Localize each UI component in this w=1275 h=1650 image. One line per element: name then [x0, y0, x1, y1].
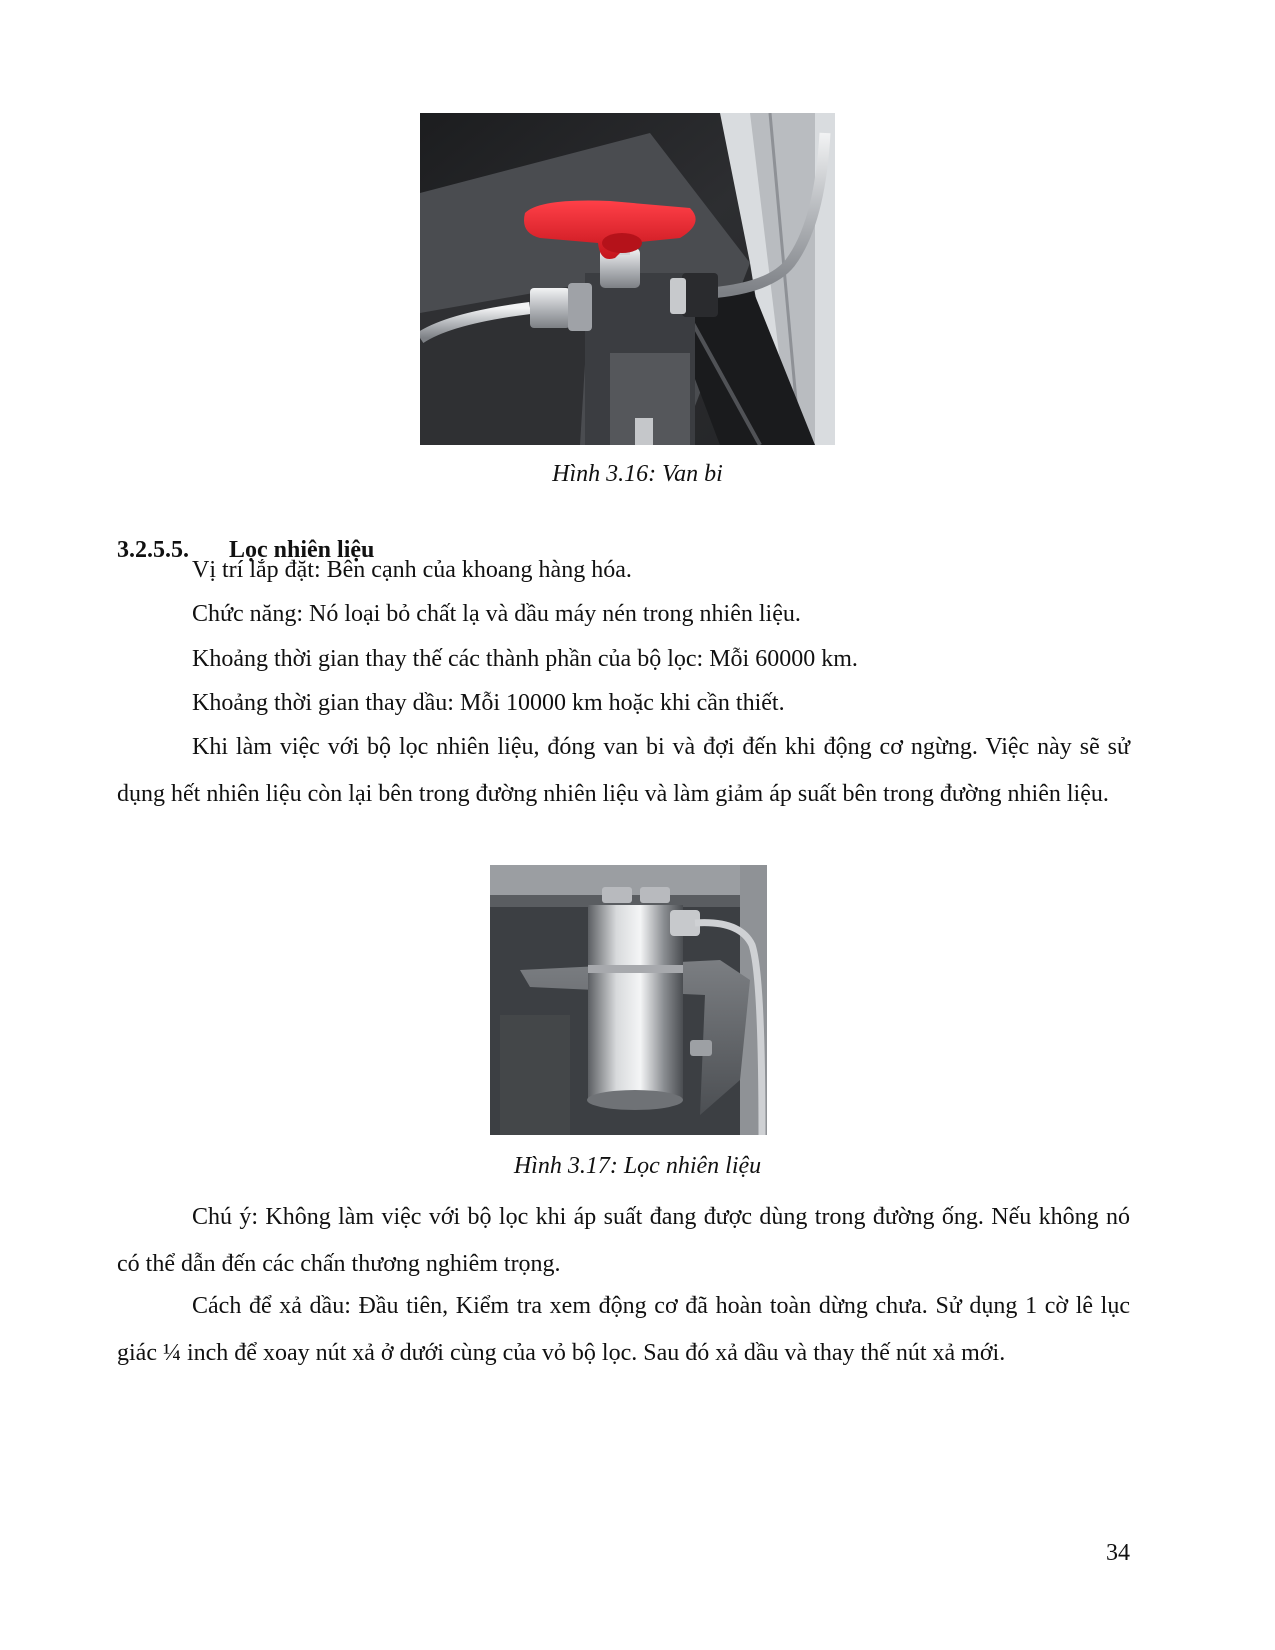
paragraph-function: Chức năng: Nó loại bỏ chất lạ và dầu máy nén trong nhiên liệu. [192, 601, 801, 627]
figure-caption-fuel-filter: Hình 3.17: Lọc nhiên liệu [513, 1153, 762, 1179]
page-number: 34 [1106, 1540, 1130, 1566]
figure-fuel-filter-image [490, 865, 767, 1135]
section-title: Lọc nhiên liệu [229, 537, 375, 563]
section-number: 3.2.5.5. [117, 537, 189, 563]
figure-ball-valve-image [420, 113, 835, 445]
paragraph-working-procedure: Khi làm việc với bộ lọc nhiên liệu, đóng van bi và đợi đến khi động cơ ngừng. Việc này sẽ sử dụng hết nhiên liệu còn lại bên trong đường nhiên liệu và làm giảm áp suất bên trong đường nhiên liệu. [117, 734, 1130, 807]
paragraph-filter-interval: Khoảng thời gian thay thế các thành phần của bộ lọc: Mỗi 60000 km. [192, 646, 858, 672]
fuel-filter-illustration [490, 865, 767, 1135]
paragraph-warning: Chú ý: Không làm việc với bộ lọc khi áp suất đang được dùng trong đường ống. Nếu không nó có thể dẫn đến các chấn thương nghiêm trọng. [117, 1204, 1130, 1277]
paragraph-drain-procedure: Cách để xả dầu: Đầu tiên, Kiểm tra xem động cơ đã hoàn toàn dừng chưa. Sử dụng 1 cờ lê lục giác ¼ inch để xoay nút xả ở dưới cùng của vỏ bộ lọc. Sau đó xả dầu và thay thế nút xả mới. [117, 1293, 1130, 1366]
figure-caption-ball-valve: Hình 3.16: Van bi [552, 461, 723, 487]
paragraph-oil-interval: Khoảng thời gian thay dầu: Mỗi 10000 km hoặc khi cần thiết. [192, 690, 785, 716]
ball-valve-illustration [420, 113, 835, 445]
paragraph-location: Vị trí lắp đặt: Bên cạnh của khoang hàng hóa. [192, 557, 632, 583]
